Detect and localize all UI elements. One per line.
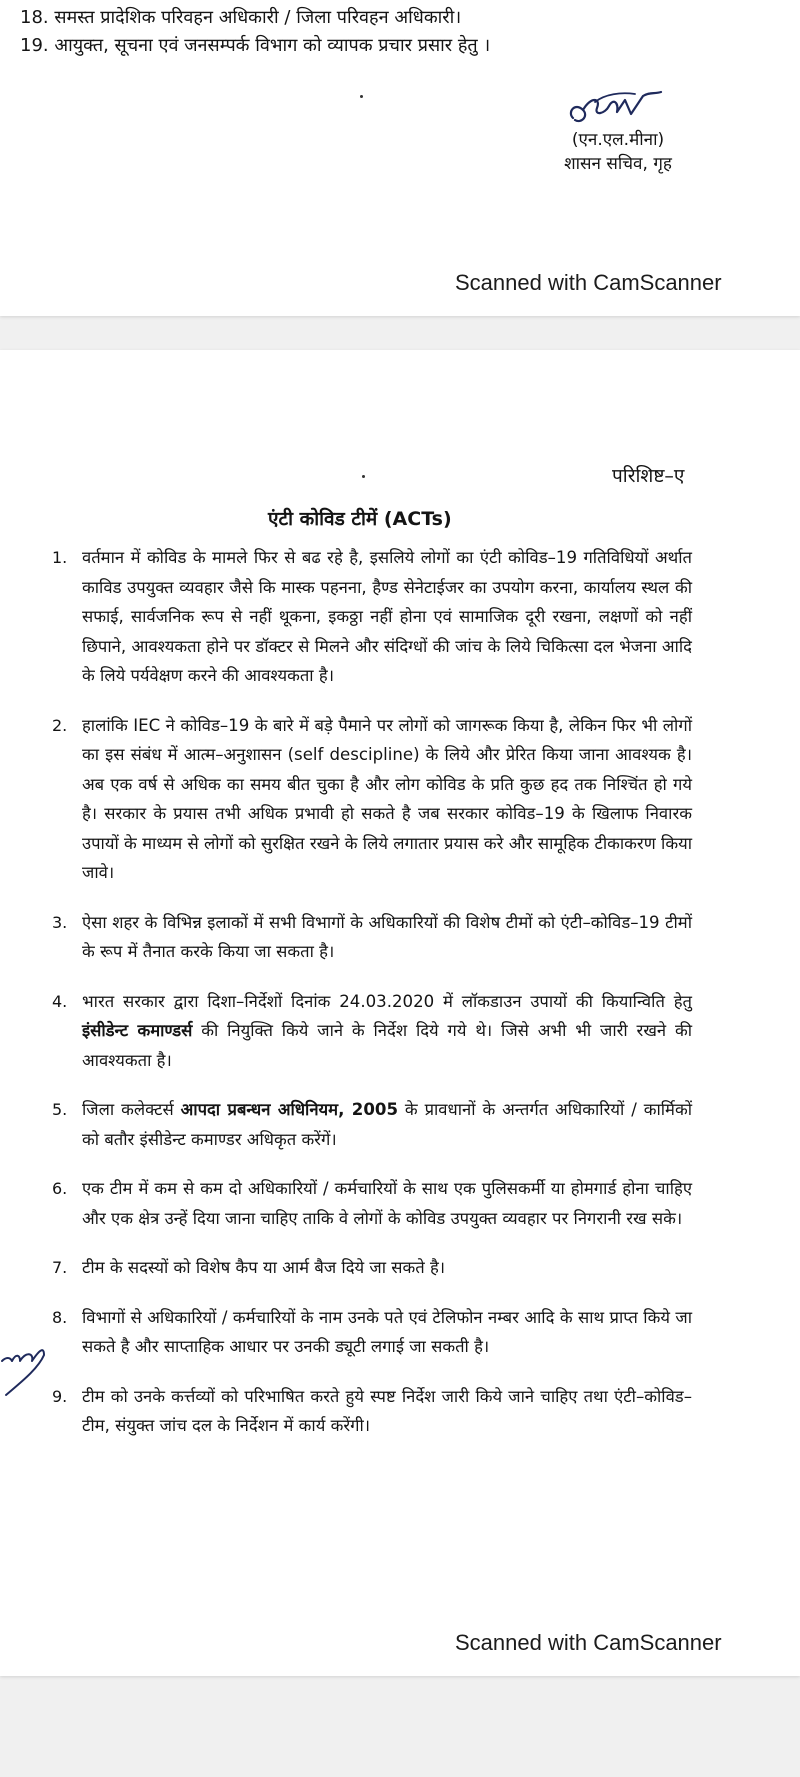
- scanned-page-1: [0, 0, 800, 316]
- handwritten-margin-mark: [0, 1339, 60, 1399]
- list-item: [52, 711, 692, 888]
- item-text: टीम को उनके कर्त्तव्यों को परिभाषित करते हुये स्पष्ट निर्देश जारी किये जाने चाहिए तथा एंटी–कोविड–टीम, संयुक्त जांच दल के निर्देशन में कार्य करेंगी।: [82, 1386, 692, 1435]
- signatory-name: (एन.एल.मीना): [571, 130, 665, 150]
- item-number: 7.: [52, 1258, 68, 1277]
- signature-block: [538, 128, 698, 176]
- scan-speck: [360, 95, 363, 98]
- numbered-list: [52, 543, 692, 1461]
- list-item: [52, 1253, 692, 1283]
- item-number: 9.: [52, 1386, 68, 1406]
- page-title: एंटी कोविड टीमें (ACTs): [268, 508, 452, 530]
- annexure-label: परिशिष्ट–ए: [612, 465, 685, 487]
- item-text: ऐसा शहर के विभिन्न इलाकों में सभी विभागों के अधिकारियों की विशेष टीमों को एंटी–कोविड–19 टीमों के रूप में तैनात करके किया जा सकता है।: [82, 912, 692, 961]
- item-text-part: की नियुक्ति किये जाने के निर्देश दिये गये थे। जिसे अभी भी जारी रखने की आवश्यकता है।: [82, 1021, 692, 1070]
- item-number: 8.: [52, 1307, 68, 1327]
- list-item: [52, 1382, 692, 1441]
- item-number: 6.: [52, 1179, 68, 1198]
- item-number: 1.: [52, 548, 68, 567]
- list-item: [52, 987, 692, 1076]
- item-text: हालांकि IEC ने कोविड–19 के बारे में बड़े पैमाने पर लोगों को जागरूक किया है, लेकिन फिर भी लोगों का इस संबंध में आत्म–अनुशासन (self descipline) के लिये और प्रेरित किया जाना आवश्यक है। अब एक वर्ष से अधिक का समय बीत चुका है और लोग कोविड के प्रति कुछ हद तक निश्चिंत हो गये है। सरकार के प्रयास तभी अधिक प्रभावी हो सकते है जब सरकार कोविड–19 के खिलाफ निवारक उपायों के माध्यम से लोगों को सुरक्षित रखने के लिये लगातार प्रयास करे और सामूहिक टीकाकरण किया जावे।: [82, 715, 692, 882]
- camscanner-watermark: Scanned with CamScanner: [455, 270, 722, 295]
- distribution-line-18: 18. समस्त प्रादेशिक परिवहन अधिकारी / जिला परिवहन अधिकारी।: [20, 7, 462, 28]
- item-text-bold: आपदा प्रबन्धन अधिनियम, 2005: [180, 1100, 398, 1119]
- item-text-bold: इंसीडेन्ट कमाण्डर्स: [82, 1021, 193, 1040]
- item-number: 4.: [52, 991, 68, 1011]
- item-text: [82, 1095, 692, 1154]
- list-item: [52, 1303, 692, 1362]
- camscanner-watermark: Scanned with CamScanner: [455, 1630, 722, 1655]
- item-text: टीम के सदस्यों को विशेष कैप या आर्म बैज दिये जा सकते है।: [82, 1258, 446, 1277]
- item-number: 5.: [52, 1100, 68, 1119]
- scan-speck: [362, 475, 365, 478]
- item-text-part: के प्रावधानों के अन्तर्गत अधिकारियों / कार्मिकों को बतौर इंसीडेन्ट कमाण्डर अधिकृत करेंगें।: [82, 1100, 693, 1149]
- item-text-part: जिला कलेक्टर्स: [82, 1100, 181, 1119]
- list-item: [52, 908, 692, 967]
- item-text: विभागों से अधिकारियों / कर्मचारियों के नाम उनके पते एवं टेलिफोन नम्बर आदि के साथ प्राप्त किये जा सकते है और साप्ताहिक आधार पर उनकी ड्यूटी लगाई जा सकती है।: [82, 1307, 692, 1356]
- scanned-page-2: [0, 350, 800, 1676]
- list-item: [52, 1174, 692, 1233]
- list-item: [52, 543, 692, 691]
- item-text-part: भारत सरकार द्वारा दिशा–निर्देशों दिनांक 24.03.2020 में लॉकडाउन उपायों की कियान्विति हेतु: [82, 991, 692, 1011]
- signatory-designation: शासन सचिव, गृह: [564, 154, 672, 174]
- item-number: 3.: [52, 912, 68, 932]
- distribution-line-19: 19. आयुक्त, सूचना एवं जनसम्पर्क विभाग को व्यापक प्रचार प्रसार हेतु ।: [20, 35, 491, 56]
- item-text: एक टीम में कम से कम दो अधिकारियों / कर्मचारियों के साथ एक पुलिसकर्मी या होमगार्ड होना चाहिए और एक क्षेत्र उन्हें दिया जाना चाहिए ताकि वे लोगों के कोविड उपयुक्त व्यवहार पर निगरानी रख सके।: [82, 1179, 692, 1228]
- list-item: [52, 1095, 692, 1154]
- item-text: वर्तमान में कोविड के मामले फिर से बढ रहे है, इसलिये लोगों का एंटी कोविड–19 गतिविधियों अर्थात काविड उपयुक्त व्यवहार जैसे कि मास्क पहनना, हैण्ड सेनेटाईजर का उपयोग करना, कार्यालय स्थल की सफाई, सार्वजनिक रूप से नहीं थूकना, इकठ्ठा नहीं होना एवं सामाजिक दूरी रखना, लक्षणों को नहीं छिपाने, आवश्यकता होने पर डॉक्टर से मिलने और संदिग्धों की जांच के लिये चिकित्सा दल भेजना आदि के लिये पर्यवेक्षण करने की आवश्यकता है।: [82, 548, 692, 685]
- item-text: [82, 987, 692, 1076]
- item-number: 2.: [52, 715, 68, 735]
